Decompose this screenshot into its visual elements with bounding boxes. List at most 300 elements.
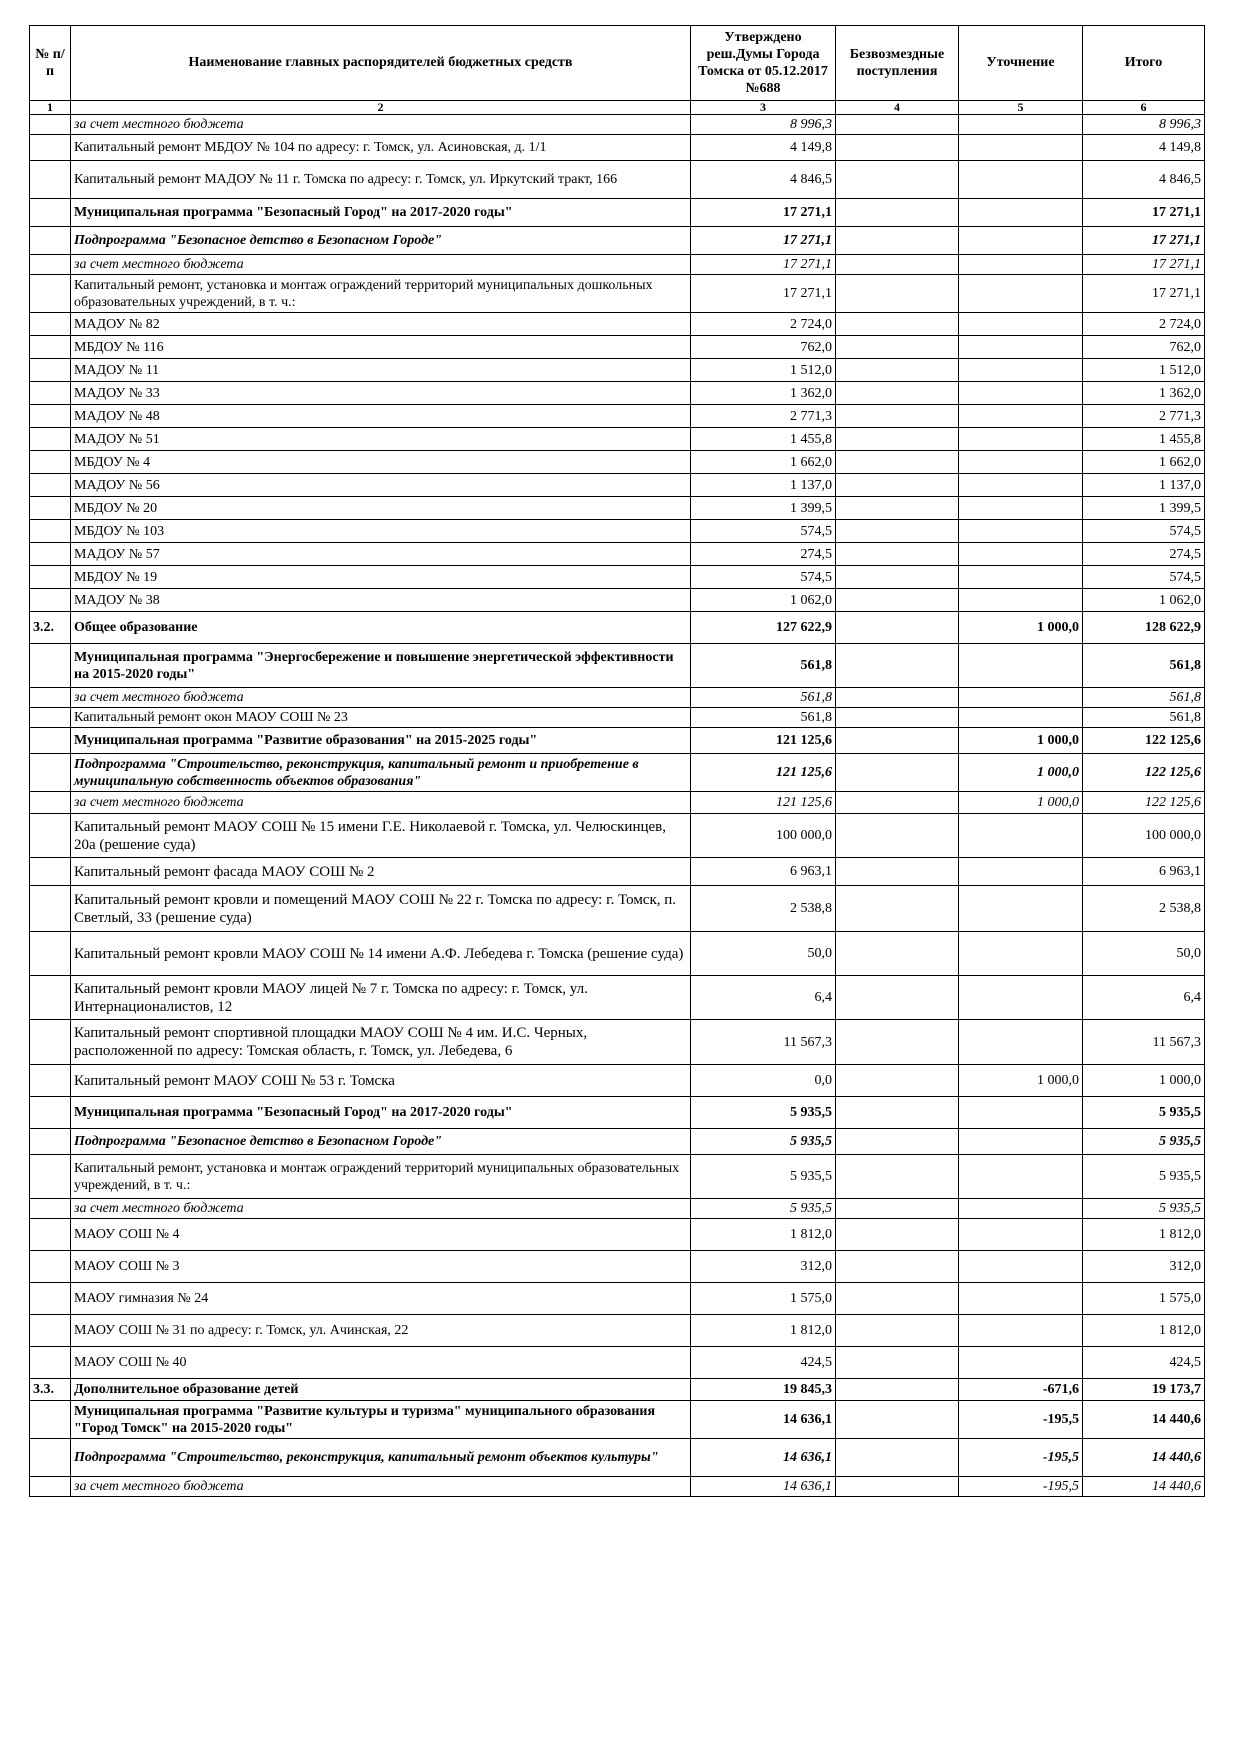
table-row (30, 1379, 1205, 1401)
table-row (30, 161, 1205, 199)
row-free-receipts (836, 115, 959, 135)
row-name: Капитальный ремонт окон МАОУ СОШ № 23 (71, 708, 691, 728)
row-free-receipts (836, 336, 959, 359)
row-total: 17 271,1 (1083, 275, 1205, 313)
table-row (30, 520, 1205, 543)
row-approved: 14 636,1 (691, 1401, 836, 1439)
row-name: Капитальный ремонт спортивной площадки МАОУ СОШ № 4 им. И.С. Черных, расположенной по адресу: Томская область, г. Томск, ул. Лебедева, 6 (71, 1020, 691, 1065)
table-row (30, 382, 1205, 405)
row-free-receipts (836, 161, 959, 199)
row-adjustment (959, 858, 1083, 886)
row-adjustment (959, 336, 1083, 359)
row-total: 561,8 (1083, 708, 1205, 728)
row-name: МБДОУ № 19 (71, 566, 691, 589)
row-free-receipts (836, 1020, 959, 1065)
header-adjustment: Уточнение (959, 26, 1083, 101)
row-approved: 561,8 (691, 688, 836, 708)
table-row (30, 405, 1205, 428)
row-adjustment (959, 1283, 1083, 1315)
row-name: МАОУ СОШ № 31 по адресу: г. Томск, ул. Ачинская, 22 (71, 1315, 691, 1347)
table-row (30, 115, 1205, 135)
row-number (30, 1199, 71, 1219)
row-adjustment (959, 161, 1083, 199)
row-number (30, 976, 71, 1020)
row-approved: 1 362,0 (691, 382, 836, 405)
row-number (30, 1283, 71, 1315)
row-adjustment (959, 708, 1083, 728)
row-free-receipts (836, 313, 959, 336)
row-approved: 5 935,5 (691, 1155, 836, 1199)
row-approved: 5 935,5 (691, 1199, 836, 1219)
row-free-receipts (836, 1401, 959, 1439)
row-approved: 424,5 (691, 1347, 836, 1379)
row-adjustment (959, 227, 1083, 255)
header-row (30, 26, 1205, 101)
row-free-receipts (836, 1251, 959, 1283)
row-number: 3.3. (30, 1379, 71, 1401)
row-total: 1 362,0 (1083, 382, 1205, 405)
row-approved: 11 567,3 (691, 1020, 836, 1065)
row-approved: 1 455,8 (691, 428, 836, 451)
table-row (30, 336, 1205, 359)
row-free-receipts (836, 886, 959, 932)
row-total: 6,4 (1083, 976, 1205, 1020)
row-name: МАДОУ № 48 (71, 405, 691, 428)
row-name: МАОУ гимназия № 24 (71, 1283, 691, 1315)
row-name: Капитальный ремонт, установка и монтаж ограждений территорий муниципальных образовательных учреждений, в т. ч.: (71, 1155, 691, 1199)
row-approved: 5 935,5 (691, 1097, 836, 1129)
row-adjustment (959, 115, 1083, 135)
row-total: 4 149,8 (1083, 135, 1205, 161)
table-row (30, 451, 1205, 474)
row-free-receipts (836, 644, 959, 688)
row-number (30, 1439, 71, 1477)
row-adjustment (959, 520, 1083, 543)
row-number (30, 1477, 71, 1497)
row-name: Подпрограмма "Безопасное детство в Безопасном Городе" (71, 1129, 691, 1155)
row-name: МАДОУ № 57 (71, 543, 691, 566)
row-number (30, 115, 71, 135)
table-row (30, 1020, 1205, 1065)
row-free-receipts (836, 1219, 959, 1251)
row-total: 1 812,0 (1083, 1315, 1205, 1347)
row-total: 574,5 (1083, 520, 1205, 543)
row-number (30, 932, 71, 976)
row-total: 5 935,5 (1083, 1199, 1205, 1219)
row-adjustment (959, 886, 1083, 932)
table-row (30, 543, 1205, 566)
row-free-receipts (836, 275, 959, 313)
row-adjustment (959, 1097, 1083, 1129)
row-number (30, 814, 71, 858)
row-name: за счет местного бюджета (71, 1477, 691, 1497)
table-row (30, 566, 1205, 589)
row-name: Капитальный ремонт кровли МАОУ лицей № 7 г. Томска по адресу: г. Томск, ул. Интернационалистов, 12 (71, 976, 691, 1020)
row-name: Муниципальная программа "Энергосбережение и повышение энергетической эффективности на 2015-2020 годы" (71, 644, 691, 688)
row-total: 14 440,6 (1083, 1477, 1205, 1497)
row-name: МАДОУ № 38 (71, 589, 691, 612)
row-approved: 274,5 (691, 543, 836, 566)
row-number (30, 497, 71, 520)
row-approved: 8 996,3 (691, 115, 836, 135)
row-adjustment: 1 000,0 (959, 754, 1083, 792)
row-number (30, 1251, 71, 1283)
row-adjustment (959, 135, 1083, 161)
row-approved: 1 512,0 (691, 359, 836, 382)
row-number (30, 275, 71, 313)
row-number (30, 428, 71, 451)
row-number (30, 474, 71, 497)
row-free-receipts (836, 451, 959, 474)
row-name: Капитальный ремонт кровли МАОУ СОШ № 14 имени А.Ф. Лебедева г. Томска (решение суда) (71, 932, 691, 976)
row-total: 6 963,1 (1083, 858, 1205, 886)
row-number (30, 451, 71, 474)
row-name: за счет местного бюджета (71, 1199, 691, 1219)
row-free-receipts (836, 474, 959, 497)
row-free-receipts (836, 1439, 959, 1477)
header-number: № п/п (30, 26, 71, 101)
row-total: 1 062,0 (1083, 589, 1205, 612)
table-row (30, 708, 1205, 728)
table-row (30, 275, 1205, 313)
row-number (30, 405, 71, 428)
row-approved: 1 137,0 (691, 474, 836, 497)
row-adjustment (959, 1219, 1083, 1251)
header-name: Наименование главных распорядителей бюджетных средств (71, 26, 691, 101)
row-number (30, 886, 71, 932)
row-total: 1 137,0 (1083, 474, 1205, 497)
row-adjustment (959, 382, 1083, 405)
row-approved: 574,5 (691, 520, 836, 543)
row-total: 17 271,1 (1083, 255, 1205, 275)
column-index: 6 (1083, 101, 1205, 115)
row-approved: 121 125,6 (691, 792, 836, 814)
table-row (30, 135, 1205, 161)
row-name: за счет местного бюджета (71, 115, 691, 135)
row-free-receipts (836, 932, 959, 976)
row-free-receipts (836, 1379, 959, 1401)
table-row (30, 1439, 1205, 1477)
row-approved: 17 271,1 (691, 227, 836, 255)
table-row (30, 497, 1205, 520)
row-approved: 100 000,0 (691, 814, 836, 858)
row-adjustment (959, 474, 1083, 497)
row-number (30, 520, 71, 543)
row-free-receipts (836, 255, 959, 275)
row-approved: 14 636,1 (691, 1439, 836, 1477)
row-number (30, 688, 71, 708)
row-name: Капитальный ремонт МБДОУ № 104 по адресу: г. Томск, ул. Асиновская, д. 1/1 (71, 135, 691, 161)
table-row (30, 1347, 1205, 1379)
row-approved: 14 636,1 (691, 1477, 836, 1497)
row-approved: 561,8 (691, 644, 836, 688)
row-name: за счет местного бюджета (71, 792, 691, 814)
row-total: 762,0 (1083, 336, 1205, 359)
row-number (30, 708, 71, 728)
table-row (30, 359, 1205, 382)
row-adjustment (959, 932, 1083, 976)
table-row (30, 644, 1205, 688)
table-row (30, 474, 1205, 497)
row-total: 561,8 (1083, 644, 1205, 688)
row-adjustment (959, 1020, 1083, 1065)
row-name: МАОУ СОШ № 4 (71, 1219, 691, 1251)
row-number (30, 227, 71, 255)
table-row (30, 1129, 1205, 1155)
row-adjustment (959, 199, 1083, 227)
table-row (30, 976, 1205, 1020)
row-number (30, 1065, 71, 1097)
row-number (30, 313, 71, 336)
table-row (30, 589, 1205, 612)
row-adjustment (959, 566, 1083, 589)
row-adjustment: 1 000,0 (959, 792, 1083, 814)
row-name: МАДОУ № 51 (71, 428, 691, 451)
column-index-row (30, 101, 1205, 115)
table-row (30, 1065, 1205, 1097)
row-approved: 19 845,3 (691, 1379, 836, 1401)
table-row (30, 313, 1205, 336)
row-total: 5 935,5 (1083, 1155, 1205, 1199)
row-total: 574,5 (1083, 566, 1205, 589)
row-adjustment: -195,5 (959, 1477, 1083, 1497)
row-total: 122 125,6 (1083, 754, 1205, 792)
row-adjustment (959, 359, 1083, 382)
row-adjustment (959, 275, 1083, 313)
row-adjustment: 1 000,0 (959, 728, 1083, 754)
row-name: МАДОУ № 56 (71, 474, 691, 497)
row-approved: 2 771,3 (691, 405, 836, 428)
table-row (30, 428, 1205, 451)
row-free-receipts (836, 1155, 959, 1199)
header-free-receipts: Безвозмездные поступления (836, 26, 959, 101)
row-name: Общее образование (71, 612, 691, 644)
row-number (30, 382, 71, 405)
row-free-receipts (836, 359, 959, 382)
row-name: МАДОУ № 82 (71, 313, 691, 336)
row-name: Муниципальная программа "Безопасный Город" на 2017-2020 годы" (71, 199, 691, 227)
row-number (30, 1401, 71, 1439)
row-number: 3.2. (30, 612, 71, 644)
column-index: 5 (959, 101, 1083, 115)
row-number (30, 135, 71, 161)
row-free-receipts (836, 520, 959, 543)
row-number (30, 1129, 71, 1155)
row-approved: 121 125,6 (691, 754, 836, 792)
table-row (30, 1199, 1205, 1219)
row-total: 1 662,0 (1083, 451, 1205, 474)
table-row (30, 886, 1205, 932)
row-total: 424,5 (1083, 1347, 1205, 1379)
row-total: 312,0 (1083, 1251, 1205, 1283)
row-free-receipts (836, 792, 959, 814)
row-approved: 17 271,1 (691, 255, 836, 275)
row-number (30, 1020, 71, 1065)
row-name: МАОУ СОШ № 40 (71, 1347, 691, 1379)
row-number (30, 792, 71, 814)
row-free-receipts (836, 1065, 959, 1097)
row-approved: 1 062,0 (691, 589, 836, 612)
table-row (30, 688, 1205, 708)
row-approved: 127 622,9 (691, 612, 836, 644)
row-total: 100 000,0 (1083, 814, 1205, 858)
row-total: 1 512,0 (1083, 359, 1205, 382)
row-total: 1 575,0 (1083, 1283, 1205, 1315)
row-free-receipts (836, 497, 959, 520)
row-number (30, 858, 71, 886)
row-free-receipts (836, 858, 959, 886)
row-approved: 4 846,5 (691, 161, 836, 199)
row-free-receipts (836, 405, 959, 428)
row-number (30, 1097, 71, 1129)
row-name: Дополнительное образование детей (71, 1379, 691, 1401)
row-adjustment (959, 1155, 1083, 1199)
row-free-receipts (836, 708, 959, 728)
row-approved: 6,4 (691, 976, 836, 1020)
row-free-receipts (836, 227, 959, 255)
row-approved: 50,0 (691, 932, 836, 976)
row-number (30, 589, 71, 612)
row-adjustment (959, 688, 1083, 708)
row-total: 14 440,6 (1083, 1439, 1205, 1477)
row-free-receipts (836, 382, 959, 405)
row-adjustment (959, 644, 1083, 688)
row-approved: 121 125,6 (691, 728, 836, 754)
row-total: 1 812,0 (1083, 1219, 1205, 1251)
column-index: 4 (836, 101, 959, 115)
row-adjustment (959, 1251, 1083, 1283)
row-adjustment: 1 000,0 (959, 612, 1083, 644)
table-row (30, 814, 1205, 858)
row-approved: 1 662,0 (691, 451, 836, 474)
row-approved: 574,5 (691, 566, 836, 589)
row-approved: 6 963,1 (691, 858, 836, 886)
row-approved: 312,0 (691, 1251, 836, 1283)
row-approved: 2 538,8 (691, 886, 836, 932)
row-adjustment (959, 814, 1083, 858)
table-row (30, 227, 1205, 255)
row-name: Капитальный ремонт, установка и монтаж ограждений территорий муниципальных дошкольных образовательных учреждений, в т. ч.: (71, 275, 691, 313)
table-row (30, 932, 1205, 976)
row-name: МАОУ СОШ № 3 (71, 1251, 691, 1283)
row-total: 5 935,5 (1083, 1129, 1205, 1155)
row-number (30, 566, 71, 589)
row-approved: 1 399,5 (691, 497, 836, 520)
row-adjustment (959, 543, 1083, 566)
column-index: 3 (691, 101, 836, 115)
row-number (30, 255, 71, 275)
row-adjustment (959, 428, 1083, 451)
row-number (30, 1347, 71, 1379)
row-number (30, 543, 71, 566)
row-total: 19 173,7 (1083, 1379, 1205, 1401)
header-total: Итого (1083, 26, 1205, 101)
table-row (30, 1401, 1205, 1439)
table-row (30, 1097, 1205, 1129)
row-free-receipts (836, 589, 959, 612)
row-free-receipts (836, 976, 959, 1020)
row-total: 2 771,3 (1083, 405, 1205, 428)
row-total: 50,0 (1083, 932, 1205, 976)
row-total: 8 996,3 (1083, 115, 1205, 135)
row-total: 274,5 (1083, 543, 1205, 566)
table-row (30, 612, 1205, 644)
table-row (30, 1477, 1205, 1497)
row-free-receipts (836, 135, 959, 161)
row-approved: 0,0 (691, 1065, 836, 1097)
row-name: МАДОУ № 33 (71, 382, 691, 405)
row-free-receipts (836, 428, 959, 451)
row-approved: 1 812,0 (691, 1315, 836, 1347)
row-number (30, 728, 71, 754)
row-total: 14 440,6 (1083, 1401, 1205, 1439)
row-adjustment (959, 1315, 1083, 1347)
row-adjustment (959, 589, 1083, 612)
row-free-receipts (836, 814, 959, 858)
table-row (30, 1315, 1205, 1347)
row-adjustment (959, 1199, 1083, 1219)
table-row (30, 858, 1205, 886)
row-total: 1 399,5 (1083, 497, 1205, 520)
row-free-receipts (836, 1477, 959, 1497)
row-total: 2 724,0 (1083, 313, 1205, 336)
row-adjustment (959, 405, 1083, 428)
table-row (30, 1251, 1205, 1283)
row-number (30, 644, 71, 688)
row-number (30, 161, 71, 199)
row-free-receipts (836, 728, 959, 754)
row-free-receipts (836, 754, 959, 792)
row-number (30, 754, 71, 792)
table-body (30, 115, 1205, 1497)
row-approved: 4 149,8 (691, 135, 836, 161)
column-index: 2 (71, 101, 691, 115)
row-name: Капитальный ремонт МАОУ СОШ № 53 г. Томска (71, 1065, 691, 1097)
row-total: 1 000,0 (1083, 1065, 1205, 1097)
row-free-receipts (836, 1283, 959, 1315)
budget-table (29, 25, 1205, 1497)
row-total: 5 935,5 (1083, 1097, 1205, 1129)
row-total: 128 622,9 (1083, 612, 1205, 644)
row-name: МАДОУ № 11 (71, 359, 691, 382)
row-total: 122 125,6 (1083, 728, 1205, 754)
row-name: Капитальный ремонт кровли и помещений МАОУ СОШ № 22 г. Томска по адресу: г. Томск, п. Светлый, 33 (решение суда) (71, 886, 691, 932)
row-name: МБДОУ № 116 (71, 336, 691, 359)
row-free-receipts (836, 1347, 959, 1379)
row-adjustment (959, 255, 1083, 275)
row-number (30, 1155, 71, 1199)
column-index: 1 (30, 101, 71, 115)
row-number (30, 1315, 71, 1347)
row-name: Подпрограмма "Безопасное детство в Безопасном Городе" (71, 227, 691, 255)
row-total: 122 125,6 (1083, 792, 1205, 814)
table-row (30, 1155, 1205, 1199)
row-number (30, 1219, 71, 1251)
table-row (30, 728, 1205, 754)
row-total: 2 538,8 (1083, 886, 1205, 932)
row-number (30, 359, 71, 382)
row-free-receipts (836, 566, 959, 589)
table-row (30, 1219, 1205, 1251)
row-name: Капитальный ремонт фасада МАОУ СОШ № 2 (71, 858, 691, 886)
row-free-receipts (836, 199, 959, 227)
row-free-receipts (836, 688, 959, 708)
row-name: Муниципальная программа "Безопасный Город" на 2017-2020 годы" (71, 1097, 691, 1129)
row-free-receipts (836, 1315, 959, 1347)
row-free-receipts (836, 612, 959, 644)
row-adjustment: -195,5 (959, 1439, 1083, 1477)
row-total: 17 271,1 (1083, 227, 1205, 255)
